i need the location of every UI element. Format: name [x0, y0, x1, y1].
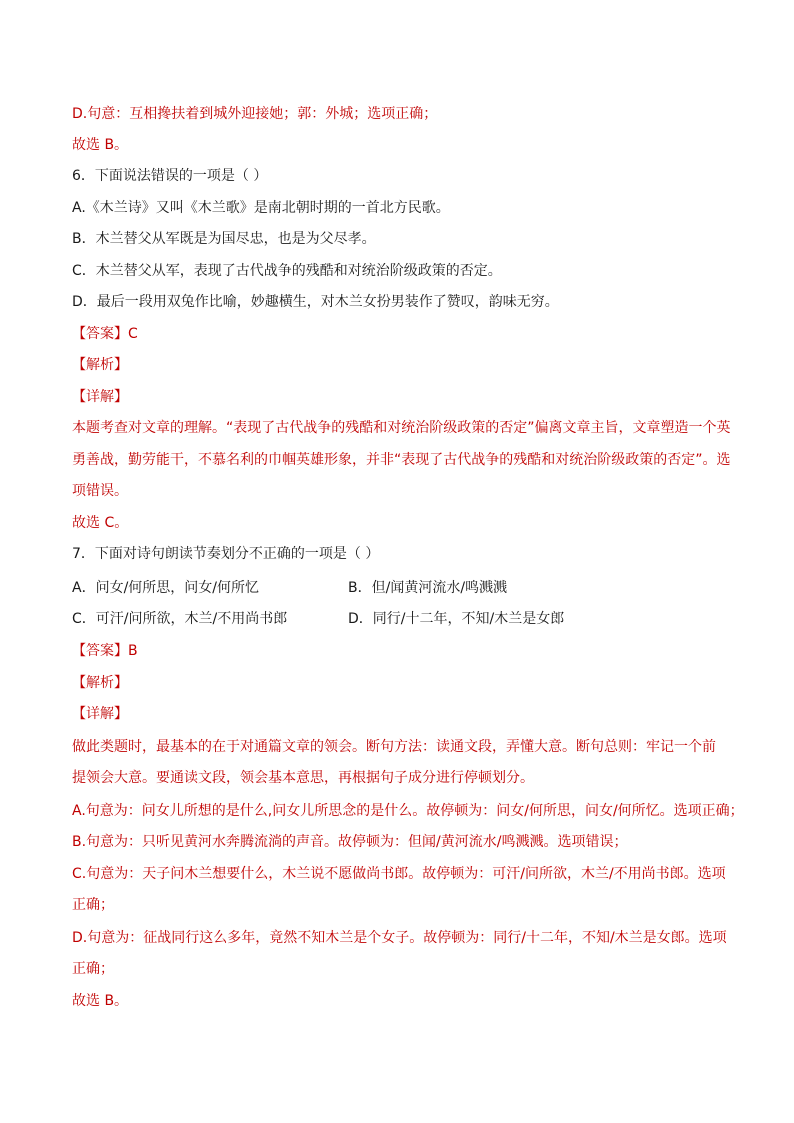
detail-tag: 【详解】 [72, 706, 128, 722]
explanation-line: B.句意为：只听见黄河水奔腾流淌的声音。故停顿为：但闻/黄河流水/鸣溅溅。选项错误； [72, 834, 628, 850]
answer-selection: 故选 B。 [72, 993, 129, 1009]
explanation-line: 做此类题时，最基本的在于对通篇文章的领会。断句方法：读通文段，弄懂大意。断句总则：牢记一个前 [72, 739, 716, 755]
explanation-line: D.句意：互相搀扶着到城外迎接她；郭：外城；选项正确； [72, 106, 438, 122]
explanation-line: 正确； [72, 897, 114, 913]
answer-selection: 故选 C。 [72, 515, 129, 531]
question-6-option-b: B．木兰替父从军既是为国尽忠，也是为父尽孝。 [72, 231, 376, 247]
explanation-line: 本题考查对文章的理解。“表现了古代战争的残酷和对统治阶级政策的否定”偏离文章主旨，文章塑造一个英 [72, 420, 731, 436]
question-7-option-a: A．问女/何所思，问女/何所忆 [72, 580, 260, 596]
explanation-line: D.句意为：征战同行这么多年，竟然不知木兰是个女子。故停顿为：同行/十二年，不知/木兰是女郎。选项 [72, 930, 727, 946]
question-7-option-b: B．但/闻黄河流水/鸣溅溅 [348, 580, 508, 596]
answer-selection: 故选 B。 [72, 137, 129, 153]
question-6-option-d: D．最后一段用双兔作比喻，妙趣横生，对木兰女扮男装作了赞叹，韵味无穷。 [72, 294, 559, 310]
analysis-tag: 【解析】 [72, 675, 128, 691]
question-7-option-d: D．同行/十二年，不知/木兰是女郎 [348, 611, 565, 627]
explanation-line: C.句意为：天子问木兰想要什么，木兰说不愿做尚书郎。故停顿为：可汗/问所欲，木兰/不用尚书郎。选项 [72, 866, 726, 882]
detail-tag: 【详解】 [72, 389, 128, 405]
explanation-line: 项错误。 [72, 483, 128, 499]
question-7: 7．下面对诗句朗读节奏划分不正确的一项是（ ） [72, 546, 380, 562]
answer-tag: 【答案】C [72, 326, 138, 342]
answer-tag: 【答案】B [72, 643, 138, 659]
analysis-tag: 【解析】 [72, 357, 128, 373]
explanation-line: 提领会大意。要通读文段，领会基本意思，再根据句子成分进行停顿划分。 [72, 770, 534, 786]
question-6: 6．下面说法错误的一项是（ ） [72, 168, 268, 184]
question-7-option-c: C．可汗/问所欲，木兰/不用尚书郎 [72, 611, 288, 627]
explanation-line: A.句意为：问女儿所想的是什么,问女儿所思念的是什么。故停顿为：问女/何所思，问女/何所忆。选项正确； [72, 803, 744, 819]
explanation-line: 勇善战，勤劳能干，不慕名利的巾帼英雄形象，并非“表现了古代战争的残酷和对统治阶级政策的否定”。选 [72, 452, 731, 468]
question-6-option-a: A.《木兰诗》又叫《木兰歌》是南北朝时期的一首北方民歌。 [72, 200, 450, 216]
explanation-line: 正确； [72, 961, 114, 977]
question-6-option-c: C．木兰替父从军，表现了古代战争的残酷和对统治阶级政策的否定。 [72, 263, 502, 279]
